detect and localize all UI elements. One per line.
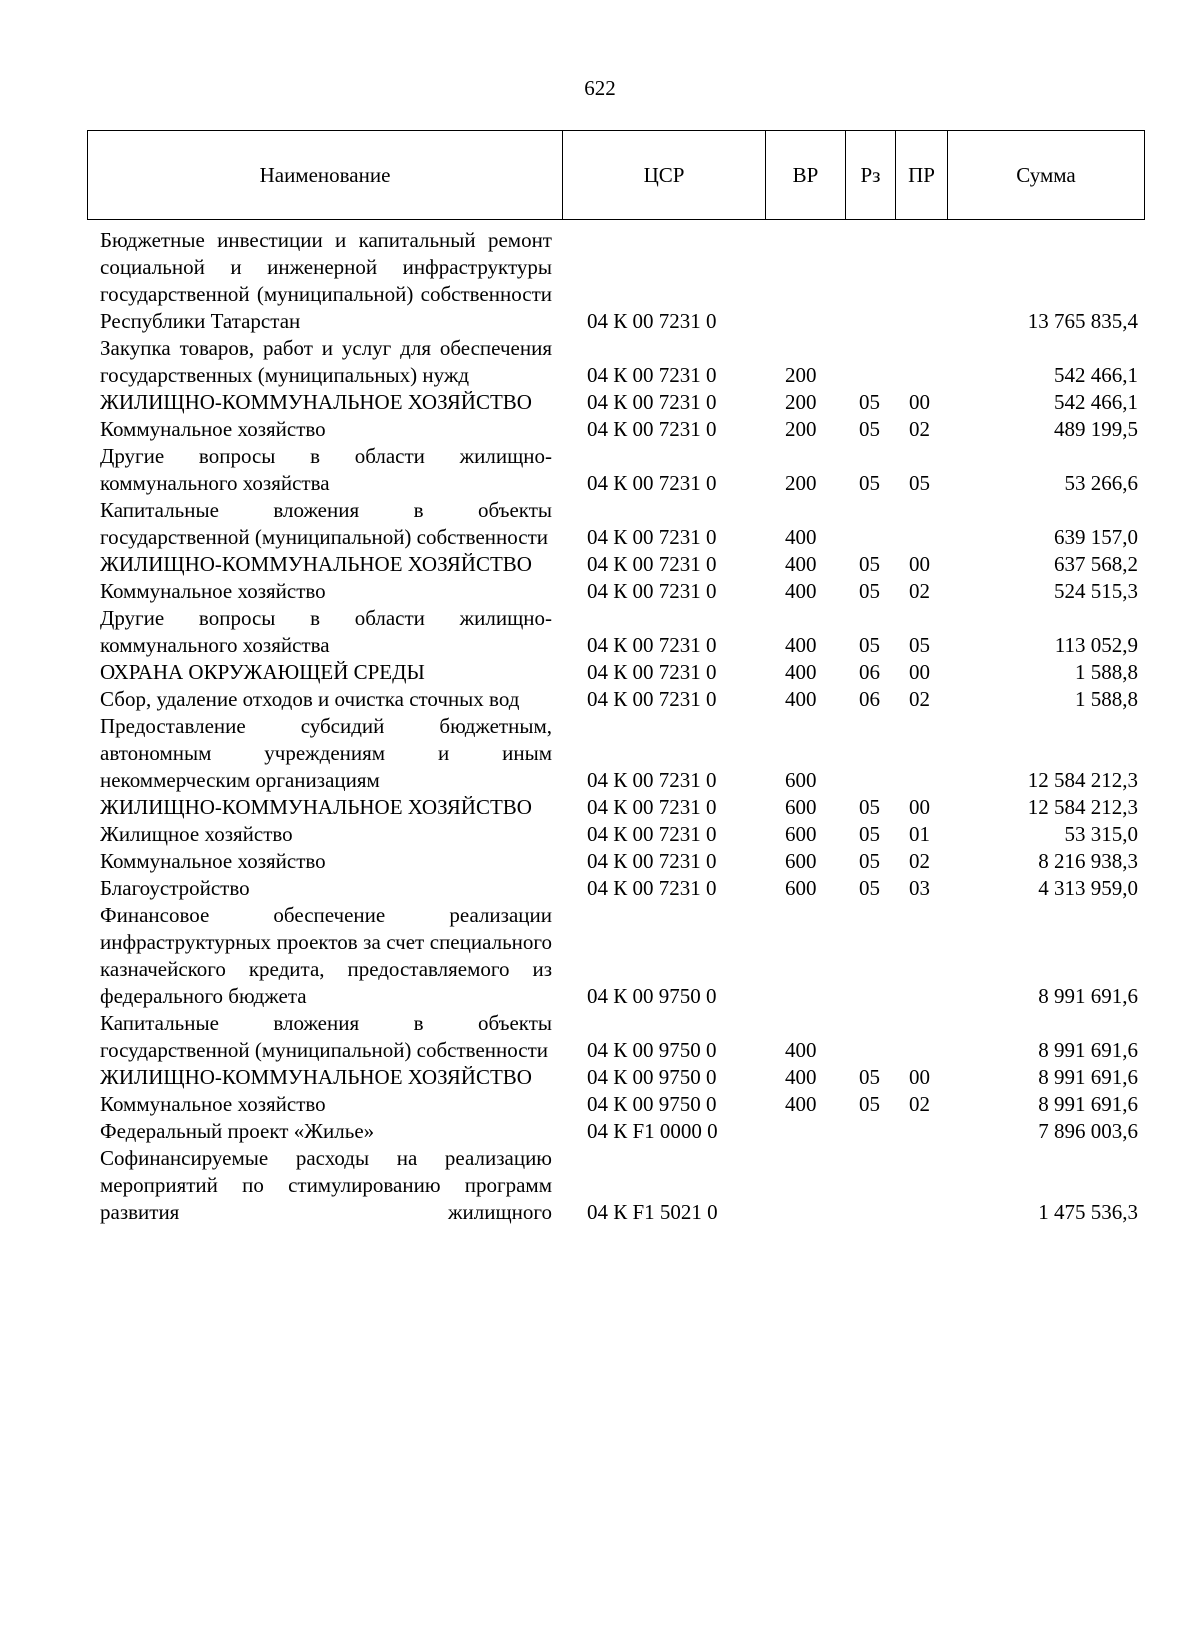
row-rz: 05 <box>859 471 880 495</box>
header-pr: ПР <box>896 131 948 219</box>
row-sum: 7 896 003,6 <box>1038 1119 1138 1143</box>
table-row <box>0 686 1200 713</box>
row-rz: 05 <box>859 633 880 657</box>
row-csr: 04 К 00 7231 0 <box>587 390 717 414</box>
row-vr: 600 <box>785 849 817 873</box>
row-name: ОХРАНА ОКРУЖАЮЩЕЙ СРЕДЫ <box>100 660 425 684</box>
row-sum: 8 216 938,3 <box>1038 849 1138 873</box>
row-name: Федеральный проект «Жилье» <box>100 1119 375 1143</box>
table-row <box>0 1145 1200 1226</box>
row-vr: 400 <box>785 687 817 711</box>
row-csr: 04 К 00 7231 0 <box>587 525 717 549</box>
table-body <box>0 227 1200 1226</box>
row-pr: 00 <box>909 795 930 819</box>
row-sum: 639 157,0 <box>1054 525 1138 549</box>
row-sum: 13 765 835,4 <box>1027 309 1138 333</box>
table-row <box>0 713 1200 794</box>
row-name: Предоставление субсидий бюджетным, автономным учреждениям и иным некоммерческим организациям <box>100 714 552 792</box>
row-csr: 04 К 00 7231 0 <box>587 633 717 657</box>
row-name: Благоустройство <box>100 876 250 900</box>
table-row <box>0 335 1200 389</box>
row-pr: 03 <box>909 876 930 900</box>
table-row <box>0 821 1200 848</box>
row-pr: 01 <box>909 822 930 846</box>
row-vr: 400 <box>785 1092 817 1116</box>
table-row <box>0 416 1200 443</box>
row-sum: 8 991 691,6 <box>1038 1038 1138 1062</box>
row-sum: 53 315,0 <box>1064 822 1138 846</box>
header-vr: ВР <box>766 131 846 219</box>
row-csr: 04 К 00 7231 0 <box>587 579 717 603</box>
row-vr: 200 <box>785 390 817 414</box>
header-sum: Сумма <box>1016 162 1076 187</box>
row-csr: 04 К 00 7231 0 <box>587 363 717 387</box>
table-row <box>0 389 1200 416</box>
row-sum: 1 588,8 <box>1075 660 1138 684</box>
row-vr: 200 <box>785 471 817 495</box>
row-sum: 113 052,9 <box>1054 633 1138 657</box>
row-sum: 53 266,6 <box>1064 471 1138 495</box>
row-csr: 04 К 00 7231 0 <box>587 471 717 495</box>
header-csr: ЦСР <box>563 131 766 219</box>
row-name: Финансовое обеспечение реализации инфраструктурных проектов за счет специального казначейского кредита, предоставляемого из федерального бюджета <box>100 903 552 1008</box>
row-csr: 04 К 00 7231 0 <box>587 822 717 846</box>
row-pr: 00 <box>909 660 930 684</box>
row-rz: 05 <box>859 417 880 441</box>
row-csr: 04 К 00 9750 0 <box>587 1065 717 1089</box>
row-name: ЖИЛИЩНО-КОММУНАЛЬНОЕ ХОЗЯЙСТВО <box>100 795 532 819</box>
row-sum: 12 584 212,3 <box>1027 795 1138 819</box>
row-pr: 00 <box>909 390 930 414</box>
row-csr: 04 К F1 5021 0 <box>587 1200 718 1224</box>
row-name: Другие вопросы в области жилищно-коммунального хозяйства <box>100 606 552 657</box>
table-row <box>0 794 1200 821</box>
row-name: Софинансируемые расходы на реализацию мероприятий по стимулированию программ развития жилищного <box>100 1146 552 1224</box>
row-name: ЖИЛИЩНО-КОММУНАЛЬНОЕ ХОЗЯЙСТВО <box>100 552 532 576</box>
row-sum: 4 313 959,0 <box>1038 876 1138 900</box>
row-csr: 04 К 00 7231 0 <box>587 849 717 873</box>
row-name: ЖИЛИЩНО-КОММУНАЛЬНОЕ ХОЗЯЙСТВО <box>100 390 532 414</box>
row-rz: 05 <box>859 552 880 576</box>
row-vr: 400 <box>785 552 817 576</box>
row-vr: 600 <box>785 876 817 900</box>
row-sum: 8 991 691,6 <box>1038 984 1138 1008</box>
table-row <box>0 1064 1200 1091</box>
row-rz: 05 <box>859 795 880 819</box>
table-row <box>0 1118 1200 1145</box>
table-row <box>0 578 1200 605</box>
row-name: Коммунальное хозяйство <box>100 579 326 603</box>
row-pr: 00 <box>909 552 930 576</box>
row-vr: 400 <box>785 1038 817 1062</box>
row-vr: 400 <box>785 1065 817 1089</box>
row-rz: 05 <box>859 1065 880 1089</box>
row-pr: 05 <box>909 471 930 495</box>
row-pr: 02 <box>909 687 930 711</box>
row-sum: 542 466,1 <box>1054 363 1138 387</box>
row-csr: 04 К 00 9750 0 <box>587 1092 717 1116</box>
table-row <box>0 443 1200 497</box>
row-name: Другие вопросы в области жилищно-коммунального хозяйства <box>100 444 552 495</box>
row-pr: 05 <box>909 633 930 657</box>
table-row <box>0 848 1200 875</box>
table-row <box>0 1010 1200 1064</box>
row-pr: 00 <box>909 1065 930 1089</box>
row-csr: 04 К F1 0000 0 <box>587 1119 718 1143</box>
page-number: 622 <box>584 76 616 100</box>
table-row <box>0 1091 1200 1118</box>
table-row <box>0 902 1200 1010</box>
row-pr: 02 <box>909 417 930 441</box>
row-sum: 8 991 691,6 <box>1038 1092 1138 1116</box>
row-name: Жилищное хозяйство <box>100 822 293 846</box>
row-name: Сбор, удаление отходов и очистка сточных вод <box>100 687 520 711</box>
row-pr: 02 <box>909 1092 930 1116</box>
row-vr: 200 <box>785 417 817 441</box>
row-csr: 04 К 00 7231 0 <box>587 660 717 684</box>
row-sum: 1 588,8 <box>1075 687 1138 711</box>
row-sum: 12 584 212,3 <box>1027 768 1138 792</box>
row-vr: 400 <box>785 525 817 549</box>
row-rz: 06 <box>859 660 880 684</box>
row-rz: 05 <box>859 390 880 414</box>
row-name: Коммунальное хозяйство <box>100 417 326 441</box>
row-vr: 400 <box>785 660 817 684</box>
header-name: Наименование <box>88 131 563 219</box>
table-row <box>0 659 1200 686</box>
row-sum: 489 199,5 <box>1054 417 1138 441</box>
table-header <box>87 130 1145 220</box>
row-rz: 05 <box>859 849 880 873</box>
header-rz: Рз <box>846 131 896 219</box>
row-name: Бюджетные инвестиции и капитальный ремонт социальной и инженерной инфраструктуры государственной (муниципальной) собственности Республики Татарстан <box>100 228 552 333</box>
row-vr: 400 <box>785 579 817 603</box>
row-vr: 600 <box>785 795 817 819</box>
row-name: Коммунальное хозяйство <box>100 849 326 873</box>
row-vr: 600 <box>785 822 817 846</box>
row-rz: 05 <box>859 579 880 603</box>
row-sum: 637 568,2 <box>1054 552 1138 576</box>
row-name: Капитальные вложения в объекты государственной (муниципальной) собственности <box>100 1011 552 1062</box>
row-vr: 200 <box>785 363 817 387</box>
row-csr: 04 К 00 7231 0 <box>587 768 717 792</box>
row-vr: 400 <box>785 633 817 657</box>
row-sum: 524 515,3 <box>1054 579 1138 603</box>
row-csr: 04 К 00 9750 0 <box>587 984 717 1008</box>
row-rz: 05 <box>859 822 880 846</box>
row-name: Закупка товаров, работ и услуг для обеспечения государственных (муниципальных) нужд <box>100 336 552 387</box>
row-rz: 05 <box>859 1092 880 1116</box>
row-csr: 04 К 00 7231 0 <box>587 417 717 441</box>
row-pr: 02 <box>909 579 930 603</box>
table-row <box>0 497 1200 551</box>
row-name: ЖИЛИЩНО-КОММУНАЛЬНОЕ ХОЗЯЙСТВО <box>100 1065 532 1089</box>
row-rz: 06 <box>859 687 880 711</box>
row-sum: 542 466,1 <box>1054 390 1138 414</box>
row-csr: 04 К 00 7231 0 <box>587 687 717 711</box>
table-row <box>0 875 1200 902</box>
row-vr: 600 <box>785 768 817 792</box>
row-csr: 04 К 00 7231 0 <box>587 795 717 819</box>
row-csr: 04 К 00 7231 0 <box>587 309 717 333</box>
row-name: Капитальные вложения в объекты государственной (муниципальной) собственности <box>100 498 552 549</box>
row-name: Коммунальное хозяйство <box>100 1092 326 1116</box>
row-csr: 04 К 00 9750 0 <box>587 1038 717 1062</box>
table-row <box>0 227 1200 335</box>
row-sum: 8 991 691,6 <box>1038 1065 1138 1089</box>
table-row <box>0 551 1200 578</box>
table-row <box>0 605 1200 659</box>
row-pr: 02 <box>909 849 930 873</box>
row-csr: 04 К 00 7231 0 <box>587 876 717 900</box>
row-rz: 05 <box>859 876 880 900</box>
row-sum: 1 475 536,3 <box>1038 1200 1138 1224</box>
row-csr: 04 К 00 7231 0 <box>587 552 717 576</box>
